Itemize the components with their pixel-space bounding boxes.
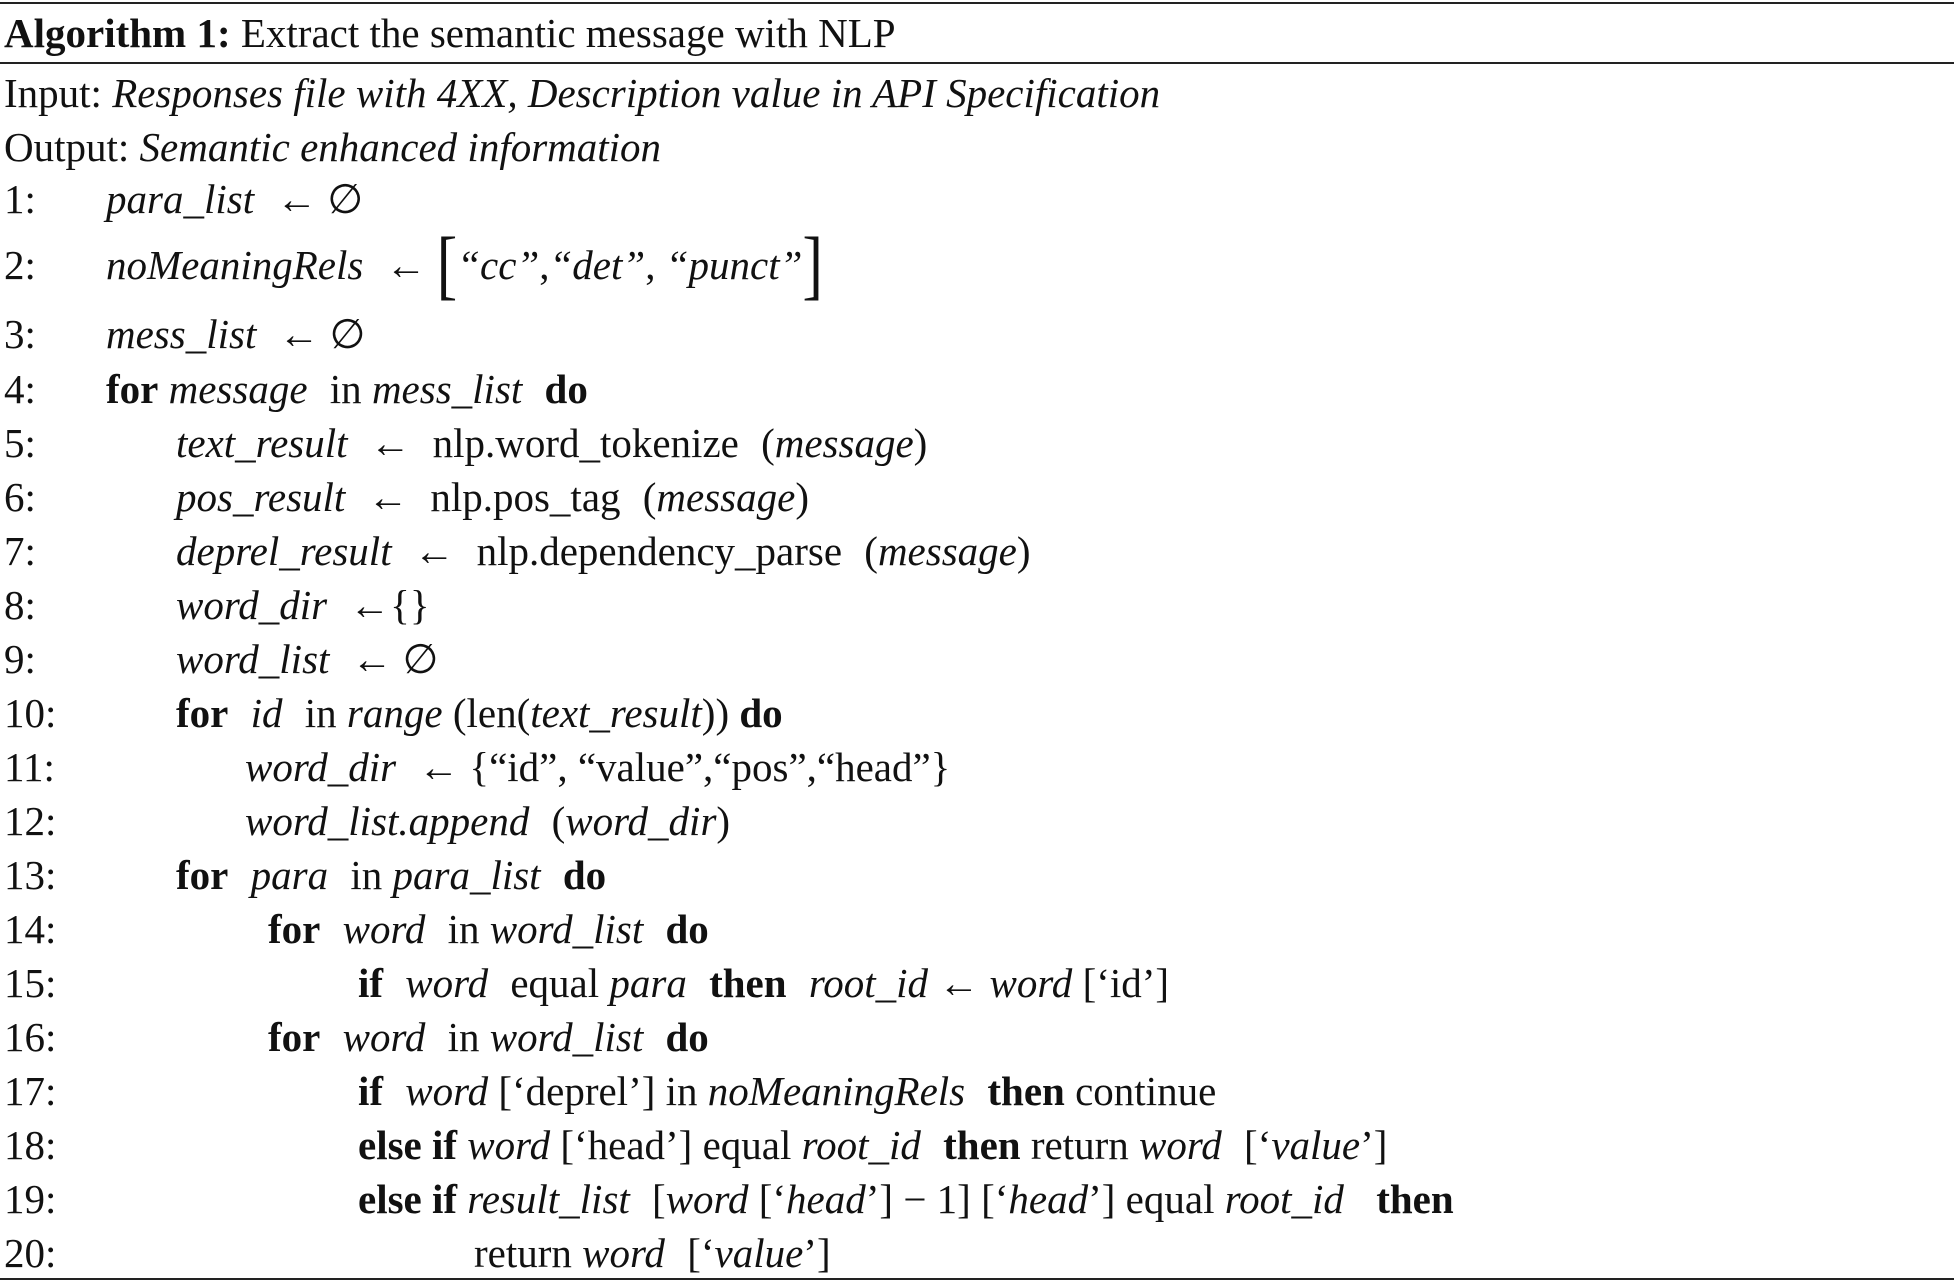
algorithm-title [4, 8, 896, 58]
keyword-do: do [665, 906, 709, 952]
var-word: word [342, 1014, 426, 1060]
var-word: word [989, 960, 1073, 1006]
keyword-do: do [544, 366, 588, 412]
algorithm-line [0, 1064, 1954, 1118]
algorithm-line [0, 307, 1954, 361]
var-word-dir: word_dir [176, 582, 328, 628]
key-deprel: [‘deprel’] [498, 1068, 656, 1114]
algorithm-line [0, 416, 1954, 470]
line-code: noMeaningRels ← [“cc”,“det”, “punct”] [106, 222, 824, 308]
key-value-close: ’] [1360, 1122, 1388, 1168]
algorithm-line [0, 902, 1954, 956]
line-number: 16: [4, 1014, 57, 1060]
fn-len: len [466, 690, 517, 736]
keyword-in: in [447, 906, 480, 952]
keyword-if: if [358, 960, 384, 1006]
line-number: 12: [4, 798, 57, 844]
line-number: 6: [4, 474, 36, 520]
var-id: id [250, 690, 283, 736]
assign-arrow: ← [938, 960, 980, 1006]
var-word-list: word_list [489, 1014, 644, 1060]
key-value-open: [‘ [758, 1176, 787, 1222]
algorithm-line [0, 686, 1954, 740]
line-number: 7: [4, 528, 36, 574]
line-code: for id in range (len(text_result)) do [176, 690, 783, 736]
line-number: 8: [4, 582, 36, 628]
rel-det: “det” [549, 242, 646, 288]
key-head-name: head [786, 1176, 866, 1222]
line-code: pos_result ← nlp.pos_tag (message) [176, 474, 809, 520]
key-value-open: [‘ [981, 1176, 1009, 1222]
line-code [268, 1010, 709, 1064]
input-line [4, 68, 1160, 118]
line-code [106, 172, 363, 226]
key-head-name: head [1008, 1176, 1089, 1222]
keyword-in: in [447, 1014, 480, 1060]
keyword-do: do [562, 852, 607, 898]
line-code [358, 1064, 1216, 1118]
var-no-meaning-rels: noMeaningRels [106, 242, 364, 288]
algorithm-caption: Extract the semantic message with NLP [240, 10, 896, 56]
var-para: para [250, 852, 329, 898]
fn-range: range [346, 690, 443, 736]
algorithm-line [0, 524, 1954, 578]
empty-set: ∅ [402, 636, 439, 682]
var-message: message [656, 474, 796, 520]
line-code [358, 956, 1169, 1010]
algorithm-line [0, 1118, 1954, 1172]
var-root-id: root_id [808, 960, 929, 1006]
line-code [268, 902, 709, 956]
var-message: message [877, 528, 1017, 574]
keyword-in: in [304, 690, 337, 736]
line-number: 19: [4, 1176, 57, 1222]
line-number: 1: [4, 176, 36, 222]
var-text-result: text_result [530, 690, 702, 736]
line-number: 11: [4, 744, 55, 790]
key-value-open: [‘ [687, 1230, 715, 1276]
algorithm-line [0, 1010, 1954, 1064]
var-mess-list: mess_list [106, 311, 257, 357]
var-message: message [168, 366, 308, 412]
var-result-list: result_list [467, 1176, 630, 1222]
line-number: 4: [4, 366, 36, 412]
line-number: 5: [4, 420, 36, 466]
key-head: [‘head’] [560, 1122, 693, 1168]
var-pos-result: pos_result [176, 474, 346, 520]
header-rule [0, 62, 1954, 64]
algorithm-line [0, 1226, 1954, 1280]
keyword-equal: equal [1125, 1176, 1215, 1222]
assign-arrow: ← [278, 311, 320, 357]
assign-arrow: ← [413, 528, 455, 574]
var-word: word [467, 1122, 551, 1168]
var-para-list: para_list [106, 176, 255, 222]
keyword-for: for [268, 1014, 321, 1060]
output-line [4, 122, 661, 172]
line-number: 10: [4, 690, 57, 736]
var-para: para [609, 960, 687, 1006]
keyword-return: return [474, 1230, 572, 1276]
output-value: Semantic enhanced information [139, 124, 662, 170]
line-number: 9: [4, 636, 36, 682]
keyword-for: for [106, 366, 159, 412]
var-text-result: text_result [176, 420, 348, 466]
assign-arrow: ← [276, 176, 318, 222]
keyword-in: in [665, 1068, 698, 1114]
keyword-then: then [1376, 1176, 1454, 1222]
line-code [176, 632, 438, 686]
assign-arrow: ← [385, 242, 427, 288]
keyword-do: do [665, 1014, 709, 1060]
var-deprel-result: deprel_result [176, 528, 392, 574]
line-number: 20: [4, 1230, 57, 1276]
rel-cc: “cc” [457, 242, 540, 288]
key-value-name: value [714, 1230, 804, 1276]
output-label: Output: [4, 124, 130, 170]
assign-arrow: ← [418, 744, 460, 790]
line-code [106, 307, 365, 361]
key-value-open: [‘ [1244, 1122, 1272, 1168]
key-value-close: ’] [1088, 1176, 1116, 1222]
input-value: Responses file with 4XX, Description value in API Specification [112, 70, 1161, 116]
var-word: word [405, 1068, 489, 1114]
key-value-close: ’] [803, 1230, 831, 1276]
line-number: 17: [4, 1068, 57, 1114]
keyword-return: return [1030, 1122, 1129, 1168]
line-number: 15: [4, 960, 57, 1006]
keyword-continue: continue [1075, 1068, 1217, 1114]
keyword-for: for [176, 852, 229, 898]
minus-one: − 1] [903, 1176, 971, 1222]
var-mess-list: mess_list [371, 366, 523, 412]
var-word-dir: word_dir [245, 744, 397, 790]
assign-arrow: ← [367, 474, 409, 520]
algorithm-line [0, 222, 1954, 308]
empty-set: ∅ [327, 176, 364, 222]
keyword-then: then [943, 1122, 1021, 1168]
line-code: word_list.append (word_dir) [245, 798, 731, 844]
keyword-else-if: else if [358, 1176, 458, 1222]
assign-arrow: ← [351, 636, 393, 682]
assign-arrow: ← [349, 582, 391, 628]
var-root-id: root_id [1224, 1176, 1344, 1222]
line-number: 13: [4, 852, 57, 898]
keyword-do: do [739, 690, 783, 736]
keyword-for: for [176, 690, 229, 736]
algorithm-line [0, 848, 1954, 902]
line-code [245, 740, 950, 794]
empty-set: ∅ [329, 311, 366, 357]
algorithm-label: Algorithm 1: [4, 10, 231, 56]
line-code: deprel_result ← nlp.dependency_parse (message) [176, 528, 1031, 574]
fn-word-list-append: word_list.append [245, 798, 530, 844]
algorithm-line [0, 362, 1954, 416]
fn-dependency-parse: nlp.dependency_parse [476, 528, 843, 574]
key-value-close: ’] [865, 1176, 894, 1222]
keyword-if: if [358, 1068, 384, 1114]
line-code [358, 1118, 1387, 1172]
var-word: word [405, 960, 489, 1006]
line-code [474, 1226, 831, 1280]
right-bracket: ] [802, 222, 824, 308]
line-code [106, 362, 588, 416]
var-word-list: word_list [176, 636, 330, 682]
top-rule [0, 2, 1954, 4]
var-no-meaning-rels: noMeaningRels [707, 1068, 966, 1114]
keyword-equal: equal [510, 960, 600, 1006]
line-code: else if result_list [word [‘head’] − 1] [‘head’] equal root_id then [358, 1176, 1454, 1222]
line-number: 3: [4, 311, 36, 357]
input-label: Input: [4, 70, 102, 116]
algorithm-line [0, 794, 1954, 848]
dict-keys: {“id”, “value”,“pos”,“head”} [469, 744, 951, 790]
var-word: word [1138, 1122, 1222, 1168]
var-root-id: root_id [801, 1122, 921, 1168]
line-code: text_result ← nlp.word_tokenize (message) [176, 420, 928, 466]
line-number: 18: [4, 1122, 57, 1168]
line-code [176, 578, 430, 632]
algorithm-line [0, 632, 1954, 686]
bottom-rule [0, 1278, 1954, 1280]
var-para-list: para_list [392, 852, 541, 898]
var-word: word [342, 906, 426, 952]
keyword-in: in [329, 366, 362, 412]
var-word-list: word_list [489, 906, 644, 952]
algorithm-line [0, 1172, 1954, 1226]
keyword-else-if: else if [358, 1122, 458, 1168]
keyword-then: then [987, 1068, 1065, 1114]
line-code [176, 848, 606, 902]
var-word: word [665, 1176, 749, 1222]
line-number: 2: [4, 242, 36, 288]
key-id: [‘id’] [1082, 960, 1170, 1006]
algorithm-line [0, 578, 1954, 632]
fn-pos-tag: nlp.pos_tag [430, 474, 621, 520]
var-word: word [582, 1230, 665, 1276]
rel-punct: “punct” [665, 242, 803, 288]
keyword-equal: equal [702, 1122, 792, 1168]
assign-arrow: ← [369, 420, 411, 466]
algorithm-line [0, 470, 1954, 524]
keyword-in: in [350, 852, 383, 898]
line-number: 14: [4, 906, 57, 952]
var-message: message [774, 420, 914, 466]
keyword-then: then [709, 960, 787, 1006]
algorithm-line [0, 172, 1954, 226]
keyword-for: for [268, 906, 321, 952]
left-bracket: [ [436, 222, 458, 308]
fn-word-tokenize: nlp.word_tokenize [432, 420, 739, 466]
key-value-name: value [1271, 1122, 1361, 1168]
algorithm-line [0, 956, 1954, 1010]
empty-dict: {} [390, 582, 430, 628]
algorithm-line [0, 740, 1954, 794]
var-word-dir: word_dir [565, 798, 717, 844]
